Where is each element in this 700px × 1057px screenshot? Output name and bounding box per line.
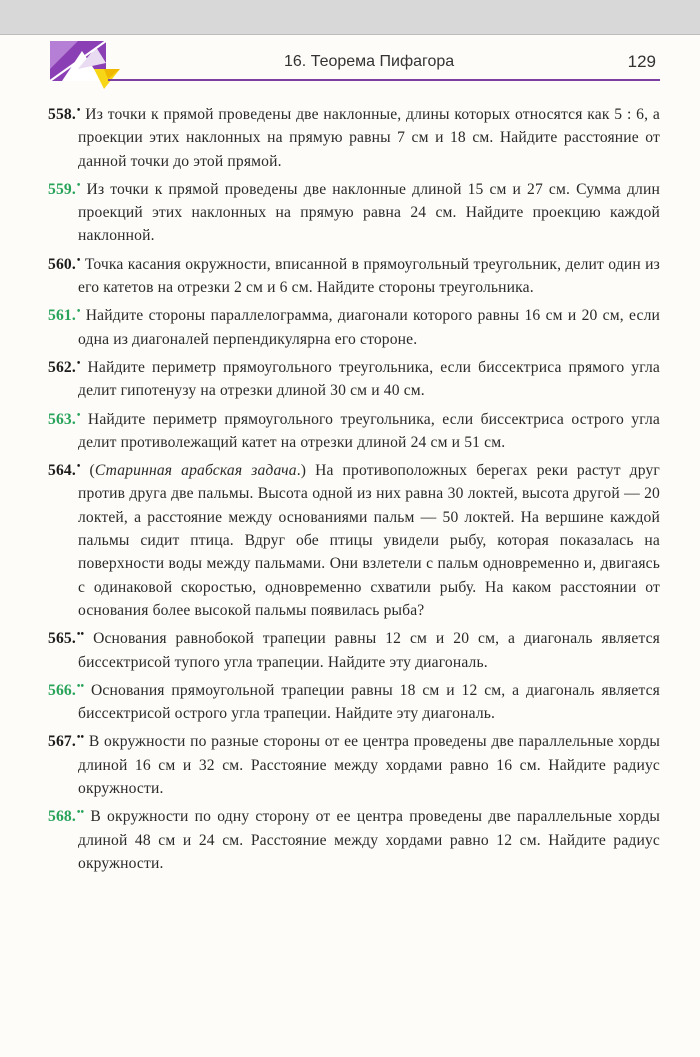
problem-number bbox=[48, 682, 84, 699]
problem-item bbox=[48, 300, 660, 351]
problem-item bbox=[48, 99, 660, 173]
problem-item bbox=[48, 801, 660, 875]
problem-item bbox=[48, 675, 660, 726]
problem-item bbox=[48, 726, 660, 800]
problem-number-text: 558. bbox=[48, 106, 76, 123]
problem-number-text: 566. bbox=[48, 681, 76, 699]
page-number: 129 bbox=[627, 52, 656, 71]
problem-text: В окружности по разные стороны от ее центра проведены две параллельные хорды длиной 16 см и 32 см. Расстояние между хордами равно 16 см. Найдите радиус окружности. bbox=[78, 733, 660, 798]
problem-number bbox=[48, 181, 81, 198]
difficulty-mark: •• bbox=[76, 732, 85, 744]
problem-note: Старинная арабская задача bbox=[94, 462, 297, 480]
problem-number bbox=[48, 411, 81, 428]
problem-number-text: 559. bbox=[48, 180, 76, 198]
problem-note-close: .) bbox=[296, 462, 307, 480]
page-header bbox=[48, 35, 660, 81]
problem-text: Найдите периметр прямоугольного треугольника, если биссектриса острого угла делит противолежащий катет на отрезки длиной 24 см и 51 см. bbox=[78, 410, 660, 451]
difficulty-mark: • bbox=[76, 409, 81, 421]
problem-number bbox=[48, 462, 81, 479]
problem-item bbox=[48, 404, 660, 455]
problem-number-text: 560. bbox=[48, 255, 76, 273]
problem-number bbox=[48, 359, 81, 376]
problem-number bbox=[48, 808, 84, 825]
difficulty-mark: •• bbox=[76, 680, 85, 692]
problem-number-text: 564. bbox=[48, 462, 76, 480]
problem-text: Основания прямоугольной трапеции равны 18 см и 12 см, а диагональ является биссектрисой острого угла трапеции. Найдите эту диагональ. bbox=[78, 681, 660, 723]
problem-number bbox=[48, 307, 81, 324]
difficulty-mark: •• bbox=[76, 807, 85, 819]
problem-text: Основания равнобокой трапеции равны 12 см и 20 см, а диагональ является биссектрисой тупого угла трапеции. Найдите эту диагональ. bbox=[78, 630, 660, 671]
textbook-page bbox=[0, 34, 700, 1057]
header-rule bbox=[108, 79, 660, 81]
problem-item bbox=[48, 352, 660, 403]
problem-number-text: 563. bbox=[48, 410, 76, 428]
difficulty-mark: •• bbox=[76, 629, 85, 641]
difficulty-mark: • bbox=[76, 254, 81, 266]
problem-text: Точка касания окружности, вписанной в прямоугольный треугольник, делит один из его катетов на отрезки 2 см и 6 см. Найдите стороны треугольника. bbox=[78, 255, 660, 297]
problem-number bbox=[48, 733, 84, 750]
problem-number-text: 568. bbox=[48, 808, 76, 826]
problem-number-text: 567. bbox=[48, 733, 76, 751]
problem-text: Из точки к прямой проведены две наклонные, длины которых относятся как 5 : 6, а проекции этих наклонных на прямую равны 7 см и 18 см. Найдите расстояние от данной точки до этой прямой. bbox=[78, 106, 660, 170]
difficulty-mark: • bbox=[76, 105, 81, 116]
difficulty-mark: • bbox=[76, 357, 81, 369]
problem-text: Найдите стороны параллелограмма, диагонали которого равны 16 см и 20 см, если одна из диагоналей перпендикулярна его стороне. bbox=[78, 307, 660, 348]
problem-text: Из точки к прямой проведены две наклонные длиной 15 см и 27 см. Сумма длин проекций этих наклонных на прямую равна 24 см. Найдите проекцию каждой наклонной. bbox=[78, 180, 660, 245]
problem-text: Найдите периметр прямоугольного треугольника, если биссектриса прямого угла делит гипотенузу на отрезки длиной 30 см и 40 см. bbox=[78, 358, 660, 400]
problem-item bbox=[48, 249, 660, 300]
problem-number bbox=[48, 256, 81, 273]
difficulty-mark: • bbox=[76, 179, 81, 191]
problem-number-text: 565. bbox=[48, 630, 76, 648]
problem-text: На противоположных берегах реки растут друг против друга две пальмы. Высота одной из них равна 30 локтей, высота другой — 20 локтей, а расстояние между основаниями пальм — 50 локтей. На вершине каждой пальмы сидит птица. Вдруг обе птицы увидели рыбу, которая показалась на поверхности воды между пальмами. Они взлетели с пальм одновременно и, двигаясь с одинаковой скоростью, одновременно схватили рыбу. На каком расстоянии от основания более высокой пальмы появилась рыба? bbox=[78, 462, 660, 619]
problem-note-open: ( bbox=[89, 462, 95, 480]
problem-number-text: 562. bbox=[48, 358, 76, 376]
running-title: 16. Теорема Пифагора bbox=[284, 53, 455, 70]
problem-item bbox=[48, 174, 660, 248]
difficulty-mark: • bbox=[76, 461, 81, 473]
problem-number-text: 561. bbox=[48, 307, 76, 325]
geometry-logo-icon bbox=[48, 39, 128, 93]
difficulty-mark: • bbox=[76, 306, 81, 318]
problem-item bbox=[48, 455, 660, 622]
problem-item bbox=[48, 623, 660, 674]
problem-text: В окружности по одну сторону от ее центра проведены две параллельные хорды длиной 48 см и 24 см. Расстояние между хордами равно 12 см. Найдите радиус окружности. bbox=[78, 808, 660, 872]
problem-number bbox=[48, 106, 81, 123]
problem-list bbox=[48, 99, 660, 876]
problem-number bbox=[48, 630, 84, 647]
